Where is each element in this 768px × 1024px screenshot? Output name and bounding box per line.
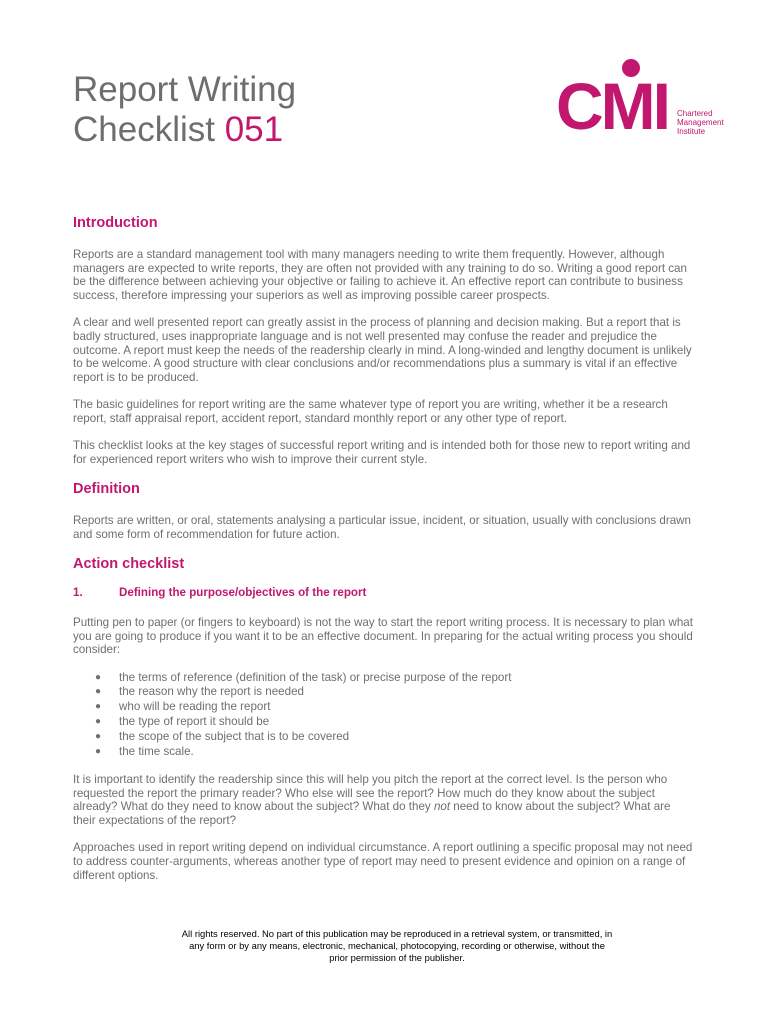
introduction-heading: Introduction [73, 215, 158, 231]
checklist-number: 051 [224, 110, 284, 149]
footer-line3: prior permission of the publisher. [329, 952, 465, 963]
document-body [73, 214, 695, 896]
intro-paragraph-3: The basic guidelines for report writing are the same whatever type of report you are writing, whether it be a research report, staff appraisal report, accident report, standard monthly report or any other type of report. [73, 398, 668, 426]
intro-paragraph-1: Reports are a standard management tool with many managers needing to write them frequently. However, although managers are expected to write reports, they are often not provided with any training to do so. Writing a good report can be the difference between achieving your objective or failing to achieve it. An effective report can contribute to business success, therefore impressing your superiors as well as improving possible career prospects. [73, 248, 687, 303]
bullet-icon: ● [95, 745, 102, 757]
list-item-text: the scope of the subject that is to be covered [119, 729, 350, 743]
logo-mark: CMI [556, 69, 668, 143]
list-item-text: who will be reading the report [119, 700, 271, 714]
considerations-list [73, 671, 695, 760]
bullet-icon: ● [95, 671, 102, 683]
readership-emphasis: not [433, 800, 451, 814]
footer-line1: All rights reserved. No part of this publication may be reproduced in a retrieval system, or transmitted, in [181, 928, 613, 939]
cmi-logo [556, 59, 736, 143]
list-item-text: the terms of reference (definition of the task) or precise purpose of the report [119, 670, 512, 684]
list-item [73, 700, 695, 715]
action-checklist-section [73, 555, 695, 882]
readership-text-start: It is important to identify the readership since this will help you pitch the report at the correct level. Is the person who requested the report the primary reader? Who else will see the report? How much do they know about the subject already? What do they need to know about the subject? What do they [73, 772, 668, 814]
list-item [73, 730, 695, 745]
bullet-icon: ● [95, 701, 102, 713]
step-heading [73, 586, 695, 600]
list-item-text: the time scale. [119, 744, 194, 758]
intro-paragraph-4: This checklist looks at the key stages of successful report writing and is intended both for those new to report writing and for experienced report writers who wish to improve their current style. [73, 439, 691, 466]
bullet-icon: ● [95, 730, 102, 742]
list-item-text: the type of report it should be [119, 715, 270, 729]
footer-line2: any form or by any means, electronic, mechanical, photocopying, recording or otherwise, without the [189, 940, 605, 951]
definition-paragraph: Reports are written, or oral, statements analysing a particular issue, incident, or situation, usually with conclusions drawn and some form of recommendation for future action. [73, 514, 691, 541]
list-item [73, 745, 695, 760]
intro-paragraph-2: A clear and well presented report can greatly assist in the process of planning and decision making. But a report that is badly structured, uses inappropriate language and is not well presented may confuse the reader and prejudice the outcome. A report must keep the needs of the readership clearly in mind. A long-winded and lengthy document is unlikely to be welcome. A good structure with clear conclusions and/or recommendations plus a summary is vital if an effective report is to be produced. [73, 316, 692, 385]
logo-org-name [677, 109, 724, 136]
list-item [73, 671, 695, 686]
copyright-footer [100, 928, 694, 964]
step-intro-paragraph: Putting pen to paper (or fingers to keyboard) is not the way to start the report writing process. It is necessary to plan what you are going to produce if you want it to be an effective document. In preparing for the actual writing process you should consider: [73, 616, 693, 657]
logo-org-line3: Institute [677, 127, 706, 136]
step-title: Defining the purpose/objectives of the report [119, 586, 367, 600]
page-title [73, 70, 296, 150]
list-item-text: the reason why the report is needed [119, 685, 304, 699]
title-line1: Report Writing [73, 70, 297, 109]
title-line2-word: Checklist [73, 110, 215, 149]
definition-section [73, 480, 695, 541]
introduction-section [73, 214, 695, 467]
readership-paragraph [73, 773, 695, 828]
list-item [73, 715, 695, 730]
bullet-icon: ● [95, 716, 102, 728]
list-item [73, 685, 695, 700]
readership-text-end: need to know about the subject? What are their expectations of the report? [73, 800, 671, 828]
logo-org-line1: Chartered [677, 109, 713, 118]
bullet-icon: ● [95, 686, 102, 698]
step-number: 1. [73, 586, 83, 600]
definition-heading: Definition [73, 481, 140, 498]
approaches-paragraph: Approaches used in report writing depend on individual circumstance. A report outlining a specific proposal may not need to address counter-arguments, whereas another type of report may need to present evidence and opinion on a range of different options. [73, 841, 693, 882]
logo-org-line2: Management [677, 118, 724, 127]
action-checklist-heading: Action checklist [73, 556, 185, 573]
